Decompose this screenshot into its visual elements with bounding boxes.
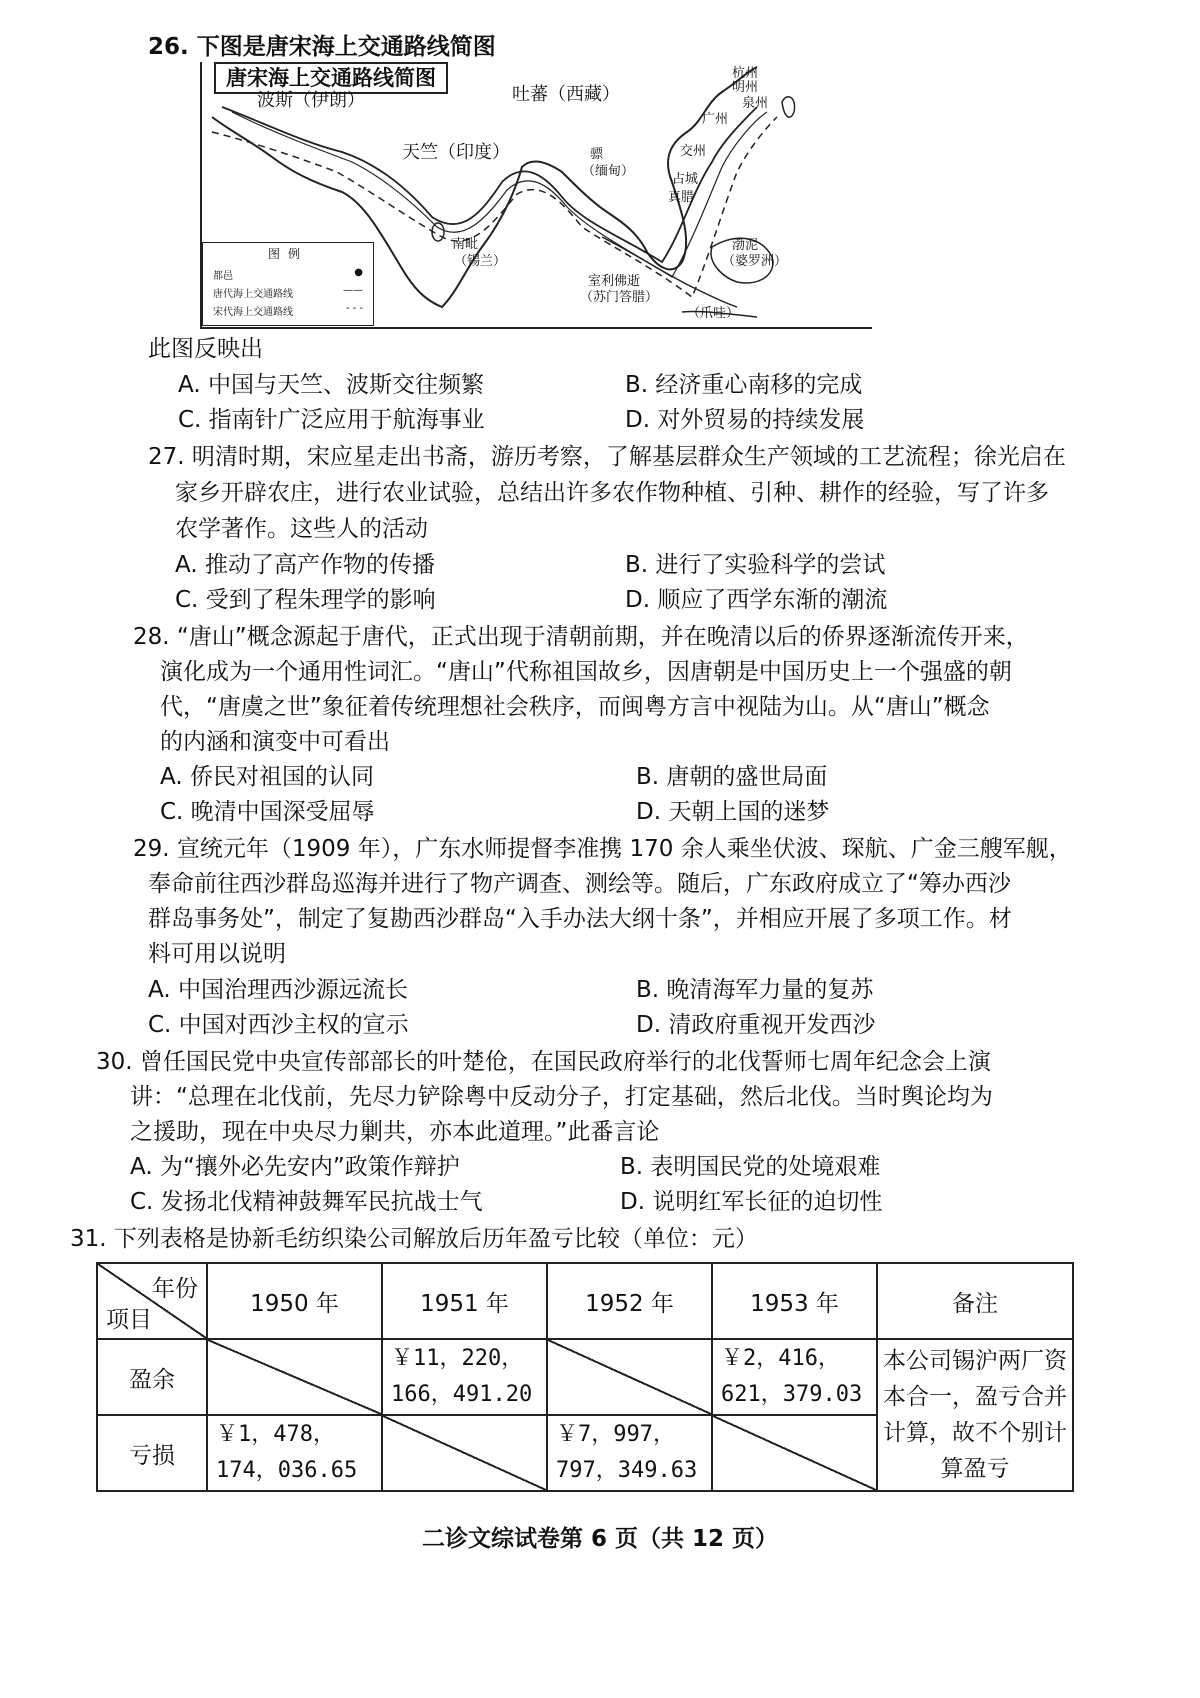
label-poni-sub: （婆罗洲）: [722, 254, 788, 269]
q26-stem: 此图反映出: [148, 336, 263, 362]
q26-title: 26. 下图是唐宋海上交通路线简图: [148, 34, 496, 60]
q30-option-d: D. 说明红军长征的迫切性: [620, 1189, 883, 1215]
q29-option-c: C. 中国对西沙主权的宣示: [148, 1012, 409, 1038]
taiwan-coast: [782, 97, 795, 117]
table-cell: [712, 1339, 877, 1415]
q27-option-a: A. 推动了高产作物的传播: [175, 552, 435, 578]
q29-line-4: 料可用以说明: [148, 941, 286, 967]
cell-line: 174，036.65: [216, 1458, 358, 1483]
year-header: 1952 年: [547, 1263, 712, 1339]
legend-song: 宋代海上交通路线: [213, 307, 293, 318]
q29-line-3: 群岛事务处”，制定了复勘西沙群岛“入手办法大纲十条”，并相应开展了多项工作。材: [148, 906, 1012, 932]
empty-cell: [547, 1339, 712, 1415]
q29-option-b: B. 晚清海军力量的复苏: [636, 977, 874, 1003]
q31-title: 31. 下列表格是协新毛纺织染公司解放后历年盈亏比较（单位：元）: [70, 1226, 758, 1252]
q28-option-c: C. 晚清中国深受屈辱: [160, 799, 375, 825]
label-shilifoshi: 室利佛逝: [588, 274, 641, 289]
empty-cell: [207, 1339, 382, 1415]
legend-title: 图例: [267, 247, 308, 261]
corner-header: [97, 1263, 207, 1339]
q27-line-3: 农学著作。这些人的活动: [175, 516, 428, 542]
cell-line: ￥11，220，: [391, 1346, 524, 1371]
cell-line: 166，491.20: [391, 1382, 533, 1407]
label-quanzhou: 泉州: [742, 96, 769, 111]
table-cell: [547, 1415, 712, 1491]
solid-line-icon: ——: [343, 285, 363, 296]
q30-option-b: B. 表明国民党的处境艰难: [620, 1154, 881, 1180]
q29-line-1: 29. 宣统元年（1909 年），广东水师提督李准携 170 余人乘坐伏波、琛航、广金三艘军舰，: [133, 836, 1072, 862]
q29-option-d: D. 清政府重视开发西沙: [636, 1012, 876, 1038]
corner-year: 年份: [152, 1276, 198, 1302]
cell-line: ￥2，416，: [721, 1346, 840, 1371]
q30-line-3: 之援助，现在中央尽力剿共，亦本此道理。”此番言论: [130, 1119, 660, 1145]
q26-option-a: A. 中国与天竺、波斯交往频繁: [178, 372, 484, 398]
note-cell: 本公司锡沪两厂资本合一，盈亏合并计算，故不个别计算盈亏: [877, 1339, 1073, 1491]
q26-option-d: D. 对外贸易的持续发展: [625, 407, 865, 433]
label-jiaozhou: 交州: [680, 144, 707, 159]
row-label-surplus: 盈余: [97, 1339, 207, 1415]
q27-option-b: B. 进行了实验科学的尝试: [625, 552, 886, 578]
q26-option-c: C. 指南针广泛应用于航海事业: [178, 407, 485, 433]
empty-cell: [712, 1415, 877, 1491]
q29-line-2: 奉命前往西沙群岛巡海并进行了物产调查、测绘等。随后，广东政府成立了“筹办西沙: [148, 871, 1011, 897]
label-mingzhou: 明州: [732, 80, 759, 95]
legend-capital: 都邑: [213, 271, 233, 282]
q30-option-a: A. 为“攘外必先安内”政策作辩护: [130, 1154, 460, 1180]
q28-option-b: B. 唐朝的盛世局面: [636, 764, 828, 790]
q28-line-4: 的内涵和演变中可看出: [160, 729, 390, 755]
q28-line-2: 演化成为一个通用性词汇。“唐山”代称祖国故乡，因唐朝是中国历史上一个强盛的朝: [160, 659, 1012, 685]
capital-dot-icon: ●: [354, 267, 363, 278]
q29-option-a: A. 中国治理西沙源远流长: [148, 977, 408, 1003]
table-cell: [382, 1339, 547, 1415]
q28-option-d: D. 天朝上国的迷梦: [636, 799, 830, 825]
page-footer: 二诊文综试卷第 6 页（共 12 页）: [421, 1526, 779, 1552]
empty-cell: [382, 1415, 547, 1491]
label-hangzhou: 杭州: [732, 66, 759, 81]
q30-line-1: 30. 曾任国民党中央宣传部部长的叶楚伧，在国民政府举行的北伐誓师七周年纪念会上演: [96, 1049, 991, 1075]
cell-line: 621，379.03: [721, 1382, 863, 1407]
label-piao: 骠: [590, 147, 604, 162]
q27-line-1: 27. 明清时期，宋应星走出书斋，游历考察，了解基层群众生产领域的工艺流程；徐光启在: [148, 444, 1066, 470]
label-nanshali: 南毗: [452, 237, 479, 252]
q27-option-c: C. 受到了程朱理学的影响: [175, 587, 436, 613]
map-title: 唐宋海上交通路线简图: [214, 62, 448, 94]
q30-line-2: 讲：“总理在北伐前，先尽力铲除粤中反动分子，打定基础，然后北伐。当时舆论均为: [130, 1084, 993, 1110]
dashed-line-icon: - - -: [345, 303, 363, 314]
label-poni: 渤泥: [732, 238, 759, 253]
q28-option-a: A. 侨民对祖国的认同: [160, 764, 374, 790]
q27-option-d: D. 顺应了西学东渐的潮流: [625, 587, 888, 613]
note-header: 备注: [877, 1263, 1073, 1339]
label-tianzhu: 天竺（印度）: [402, 142, 510, 163]
label-zhancheng: 占城: [672, 172, 699, 187]
q28-line-1: 28. “唐山”概念源起于唐代，正式出现于清朝前期，并在晚清以后的侨界逐渐流传开来，: [133, 624, 1029, 650]
sea-route-map: [200, 62, 872, 329]
corner-item: 项目: [106, 1307, 152, 1333]
cell-line: ￥7，997，: [556, 1422, 675, 1447]
label-nanshali-sub: （锡兰）: [454, 254, 507, 269]
label-shilifoshi-sub: （苏门答腊）: [580, 290, 659, 305]
map-legend: [202, 242, 374, 326]
year-header: 1950 年: [207, 1263, 382, 1339]
q27-line-2: 家乡开辟农庄，进行农业试验，总结出许多农作物种植、引种、耕作的经验，写了许多: [175, 480, 1049, 506]
legend-tang: 唐代海上交通路线: [213, 289, 293, 300]
table-cell: [207, 1415, 382, 1491]
q28-line-3: 代，“唐虞之世”象征着传统理想社会秩序，而闽粤方言中视陆为山。从“唐山”概念: [160, 694, 990, 720]
label-piao-sub: （缅甸）: [582, 164, 635, 179]
label-guangzhou: 广州: [702, 112, 729, 127]
cell-line: 797，349.63: [556, 1458, 698, 1483]
q30-option-c: C. 发扬北伐精神鼓舞军民抗战士气: [130, 1189, 483, 1215]
year-header: 1953 年: [712, 1263, 877, 1339]
label-zhuwa: （爪哇）: [687, 306, 740, 321]
label-zhenla: 真腊: [668, 190, 695, 205]
label-tubo: 吐蕃（西藏）: [512, 84, 620, 105]
cell-line: ￥1，478，: [216, 1422, 335, 1447]
label-persia: 波斯（伊朗）: [257, 90, 365, 111]
profit-loss-table: [96, 1262, 1074, 1492]
q26-option-b: B. 经济重心南移的完成: [625, 372, 863, 398]
year-header: 1951 年: [382, 1263, 547, 1339]
row-label-loss: 亏损: [97, 1415, 207, 1491]
